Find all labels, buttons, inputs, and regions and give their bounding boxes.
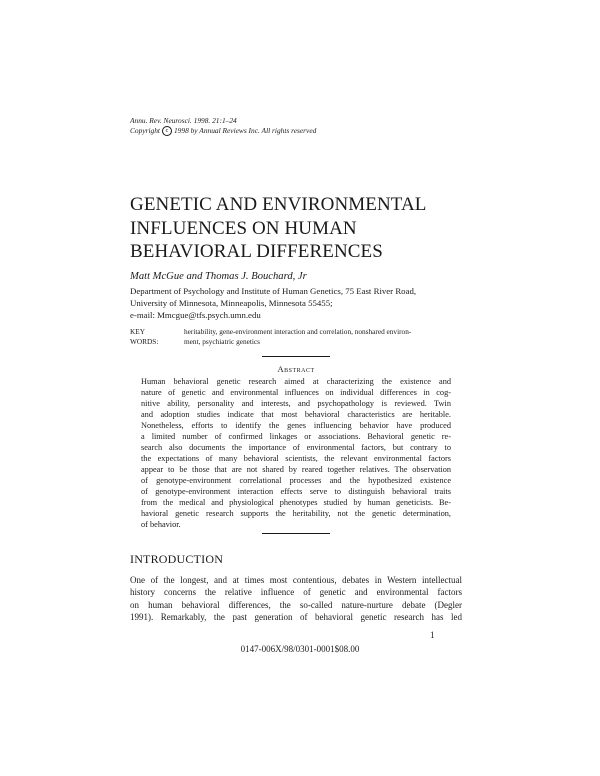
title-line: GENETIC AND ENVIRONMENTAL [130,194,427,215]
abstract-line: of genotype-environment interaction effects serve to distinguish behavioral traits [141,487,451,496]
page-number: 1 [430,630,435,640]
paragraph-line: on human behavioral differences, the so-called nature-nurture debate (Degler [130,599,462,610]
abstract-line: Nonetheless, efforts to identify the genes influencing behavior have produced [141,421,451,430]
keywords-line: heritability, gene-environment interaction and correlation, nonshared environ- [184,327,412,336]
abstract-line: and adoption studies indicate that most behavioral characteristics are heritable. [141,410,451,419]
title-line: BEHAVIORAL DIFFERENCES [130,241,383,262]
abstract-line: nature of genetic and environmental influences on individual differences in cog- [141,388,451,397]
authors: Matt McGue and Thomas J. Bouchard, Jr [130,271,307,282]
abstract-line: havioral genetic research supports the heritability, not the genetic determination, [141,509,451,518]
paragraph-line: history concerns the relative influence of genetic and environmental factors [130,587,462,598]
abstract-line: Human behavioral genetic research aimed at characterizing the existence and [141,377,451,386]
paragraph-line: 1991). Remarkably, the past generation of behavioral genetic research has led [130,612,462,623]
abstract-line: the expectations of many behavioral scientists, the relevant environmental factors [141,454,451,463]
abstract-line: of behavior. [141,520,181,529]
citation-header [130,116,316,136]
abstract-line: nitive ability, personality and interests, and psychopathology is reviewed. Twin [141,399,451,408]
abstract-bottom-rule [262,533,330,534]
affiliation-line: University of Minnesota, Minneapolis, Minnesota 55455; [130,298,333,309]
article-code: 0147-006X/98/0301-0001$08.00 [240,644,360,654]
copyright-text: 1998 by Annual Reviews Inc. All rights reserved [173,126,317,135]
keywords-label: KEY WORDS: [130,327,159,346]
abstract-body [141,376,451,530]
article-title [130,193,427,264]
affiliation-line: Department of Psychology and Institute of Human Genetics, 75 East River Road, [130,286,417,296]
affiliation [130,285,416,322]
abstract-line: search also documents the importance of environmental factors, but contrary to [141,443,451,452]
abstract-top-rule [262,356,330,357]
abstract-line: from the medical and physiological phenotypes studied by human geneticists. Be- [141,498,451,507]
keywords-text [184,327,462,346]
copyright-line [130,126,316,136]
keywords-line: ment, psychiatric genetics [184,336,260,346]
copyright-prefix: Copyright [130,126,160,135]
abstract-title: Abstract [277,364,315,374]
paragraph-line: One of the longest, and at times most contentious, debates in Western intellectual [130,575,462,585]
introduction-body [130,574,462,624]
abstract-line: appear to be those that are not shared by reared together relatives. The observation [141,465,451,474]
section-heading-introduction: INTRODUCTION [130,552,224,566]
abstract-line: a limited number of confirmed linkages or associations. Behavioral genetic re- [141,432,451,441]
abstract-line: of genotype-environment correlational processes and the hypothesized existence [141,476,451,485]
email-line: e-mail: Mmcgue@tfs.psych.umn.edu [130,310,261,321]
title-line: INFLUENCES ON HUMAN [130,217,357,239]
journal-citation: Annu. Rev. Neurosci. 1998. 21:1–24 [130,116,237,125]
copyright-icon: c [162,126,172,136]
